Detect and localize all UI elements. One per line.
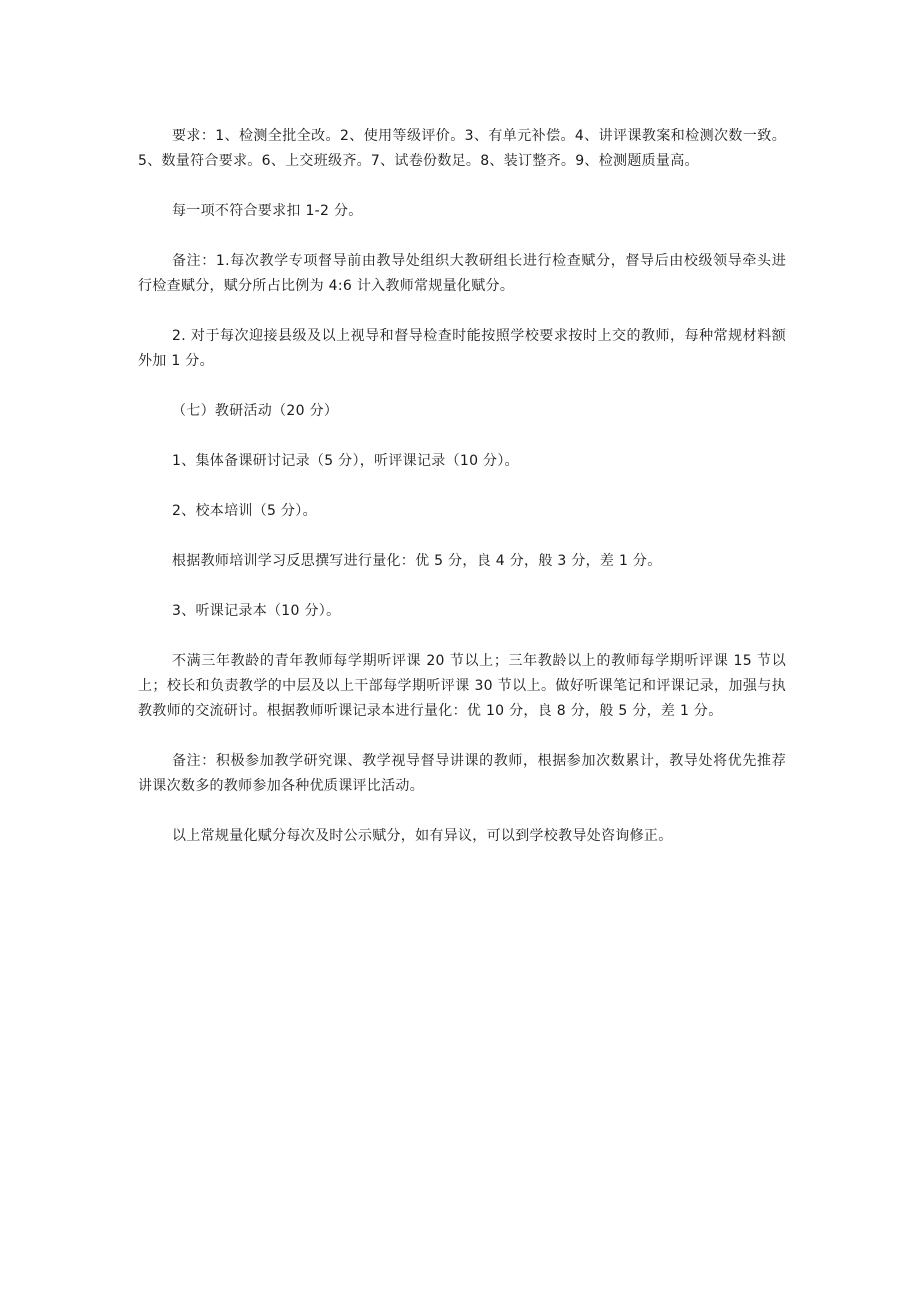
document-body [138, 124, 786, 874]
item-2-paragraph: 2、校本培训（5 分）。 [172, 503, 317, 519]
item-1-paragraph: 1、集体备课研讨记录（5 分），听评课记录（10 分）。 [172, 453, 519, 469]
remark-2-paragraph: 2. 对于每次迎接县级及以上视导和督导检查时能按照学校要求按时上交的教师，每种常规材料额外加 1 分。 [138, 328, 786, 369]
requirements-paragraph: 要求：1、检测全批全改。2、使用等级评价。3、有单元补偿。4、讲评课教案和检测次数一致。5、数量符合要求。6、上交班级齐。7、试卷份数足。8、装订整齐。9、检测题质量高。 [138, 128, 786, 169]
section-heading-teaching-research: （七）教研活动（20 分） [172, 403, 339, 419]
deduction-rule-paragraph: 每一项不符合要求扣 1-2 分。 [172, 203, 363, 219]
lesson-observation-paragraph: 不满三年教龄的青年教师每学期听评课 20 节以上；三年教龄以上的教师每学期听评课 15 节以上；校长和负责教学的中层及以上干部每学期听评课 30 节以上。做好听课笔记和评课记录，加强与执教教师的交流研讨。根据教师听课记录本进行量化：优 10 分，良 8 分，般 5 分，差 1 分。 [138, 653, 786, 719]
remark-research-lessons-paragraph: 备注：积极参加教学研究课、教学视导督导讲课的教师，根据参加次数累计，教导处将优先推荐讲课次数多的教师参加各种优质课评比活动。 [138, 753, 786, 794]
remark-1-paragraph: 备注：1.每次教学专项督导前由教导处组织大教研组长进行检查赋分，督导后由校级领导牵头进行检查赋分，赋分所占比例为 4:6 计入教师常规量化赋分。 [138, 253, 786, 294]
item-3-paragraph: 3、听课记录本（10 分）。 [172, 603, 341, 619]
publicity-note-paragraph: 以上常规量化赋分每次及时公示赋分，如有异议，可以到学校教导处咨询修正。 [172, 828, 673, 844]
training-scoring-paragraph: 根据教师培训学习反思撰写进行量化：优 5 分，良 4 分，般 3 分，差 1 分。 [172, 553, 662, 569]
